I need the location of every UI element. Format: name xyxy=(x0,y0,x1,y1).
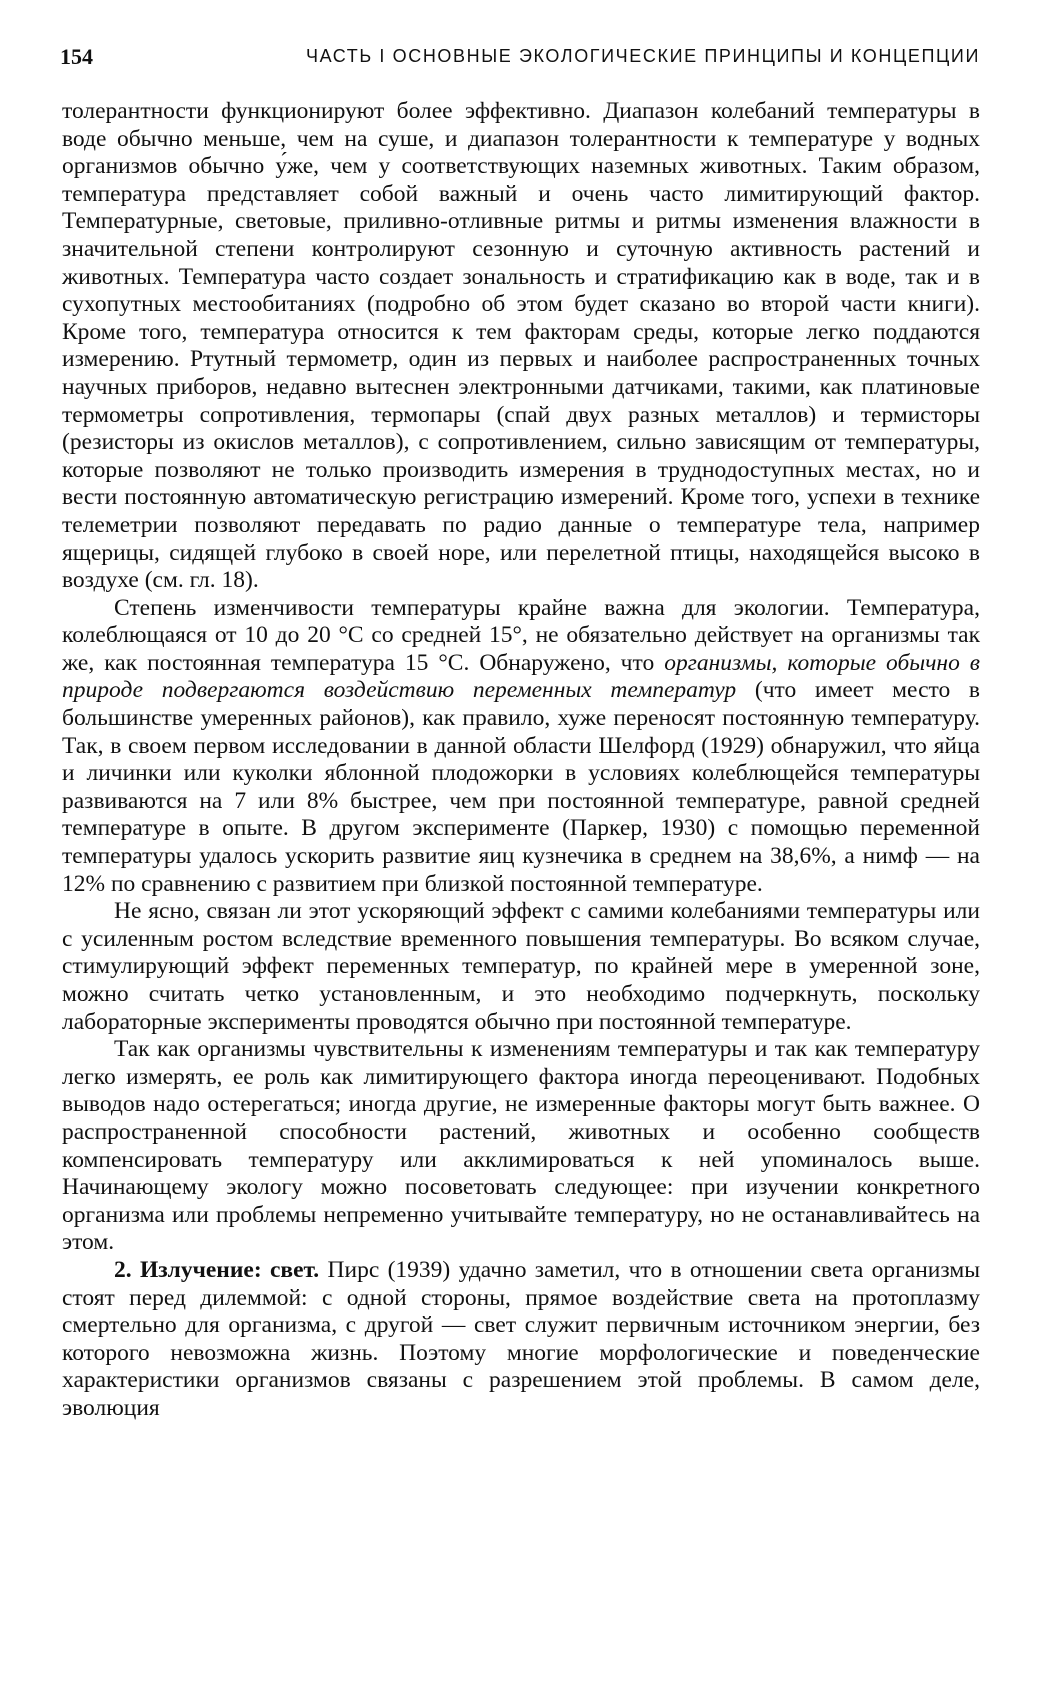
paragraph-text: Пирс (1939) удачно заметил, что в отношении света организмы стоят перед дилеммой: с одной стороны, прямое воздействие света на протоплазму смертельно для организма, с другой — свет служит первичным источником энергии, без которого невозможна жизнь. Поэтому многие морфологические и поведенческие характеристики организмов связаны с разрешением этой проблемы. В самом деле, эволюция xyxy=(62,1256,980,1421)
page-header xyxy=(60,44,980,76)
running-head: ЧАСТЬ I ОСНОВНЫЕ ЭКОЛОГИЧЕСКИЕ ПРИНЦИПЫ И КОНЦЕПЦИИ xyxy=(306,46,980,66)
paragraph-accelerating-effect: Не ясно, связан ли этот ускоряющий эффект с самими колебаниями температуры или с усиленным ростом вследствие временного повышения температуры. Во всяком случае, стимулирующий эффект переменных температур, по крайней мере в умеренной зоне, можно считать четко установленным, и это необходимо подчеркнуть, поскольку лабораторные эксперименты проводятся обычно при постоянной температуре. xyxy=(62,898,980,1035)
paragraph-limiting-factor: Так как организмы чувствительны к изменениям температуры и так как температуру легко измерять, ее роль как лимитирующего фактора иногда переоценивают. Подобных выводов надо остерегаться; иногда другие, не измеренные факторы могут быть важнее. О распространенной способности растений, животных и особенно сообществ компенсировать температуру или акклимироваться к ней упоминалось выше. Начинающему экологу можно посоветовать следующее: при изучении конкретного организма или проблемы непременно учитывайте температуру, но не останавливайтесь на этом. xyxy=(62,1036,980,1256)
paragraph-temperature-variability xyxy=(62,595,980,899)
section-heading: 2. Излучение: свет. xyxy=(114,1256,320,1283)
page-number: 154 xyxy=(60,44,93,69)
italic-emphasis: организмы, которые обычно в природе подвергаются воздействию переменных температур xyxy=(62,649,981,704)
paragraph-text: (что имеет место в большинстве умеренных районов), как правило, хуже переносят постоянную температуру. Так, в своем первом исследовании в данной области Шелфорд (1929) обнаружил, что яйца и личинки или куколки яблонной плодожорки в условиях колеблющейся температуры развиваются на 7 или 8% быстрее, чем при постоянной температуре, равной средней температуре в опыте. В другом эксперименте (Паркер, 1930) с помощью переменной температуры удалось ускорить развитие яиц кузнечика в среднем на 38,6%, а нимф — на 12% по сравнению с развитием при близкой постоянной температуре. xyxy=(62,677,980,897)
paragraph-temperature-tolerance: толерантности функционируют более эффективно. Диапазон колебаний температуры в воде обычно меньше, чем на суше, и диапазон толерантности к температуре у водных организмов обычно у́же, чем у соответствующих наземных животных. Таким образом, температура представляет собой важный и очень часто лимитирующий фактор. Температурные, световые, приливно-отливные ритмы и ритмы изменения влажности в значительной степени контролируют сезонную и суточную активность растений и животных. Температура часто создает зональность и стратификацию как в воде, так и в сухопутных местообитаниях (подробно об этом будет сказано во второй части книги). Кроме того, температура относится к тем факторам среды, которые легко поддаются измерению. Ртутный термометр, один из первых и наиболее распространенных точных научных приборов, недавно вытеснен электронными датчиками, такими, как платиновые термометры сопротивления, термопары (спай двух разных металлов) и термисторы (резисторы из окислов металлов), с сопротивлением, сильно зависящим от температуры, которые позволяют не только производить измерения в труднодоступных местах, но и вести постоянную автоматическую регистрацию измерений. Кроме того, успехи в технике телеметрии позволяют передавать по радио данные о температуре тела, например ящерицы, сидящей глубоко в своей норе, или перелетной птицы, находящейся высоко в воздухе (см. гл. 18). xyxy=(62,98,980,594)
paragraph-text: Степень изменчивости температуры крайне важна для экологии. Температура, колеблющаяся от 10 до 20 °C со средней 15°, не обязательно действует на организмы так же, как постоянная температура 15 °C. Обнаружено, что xyxy=(62,594,980,676)
paragraph-radiation-light xyxy=(62,1257,980,1423)
body-text xyxy=(62,98,980,1423)
